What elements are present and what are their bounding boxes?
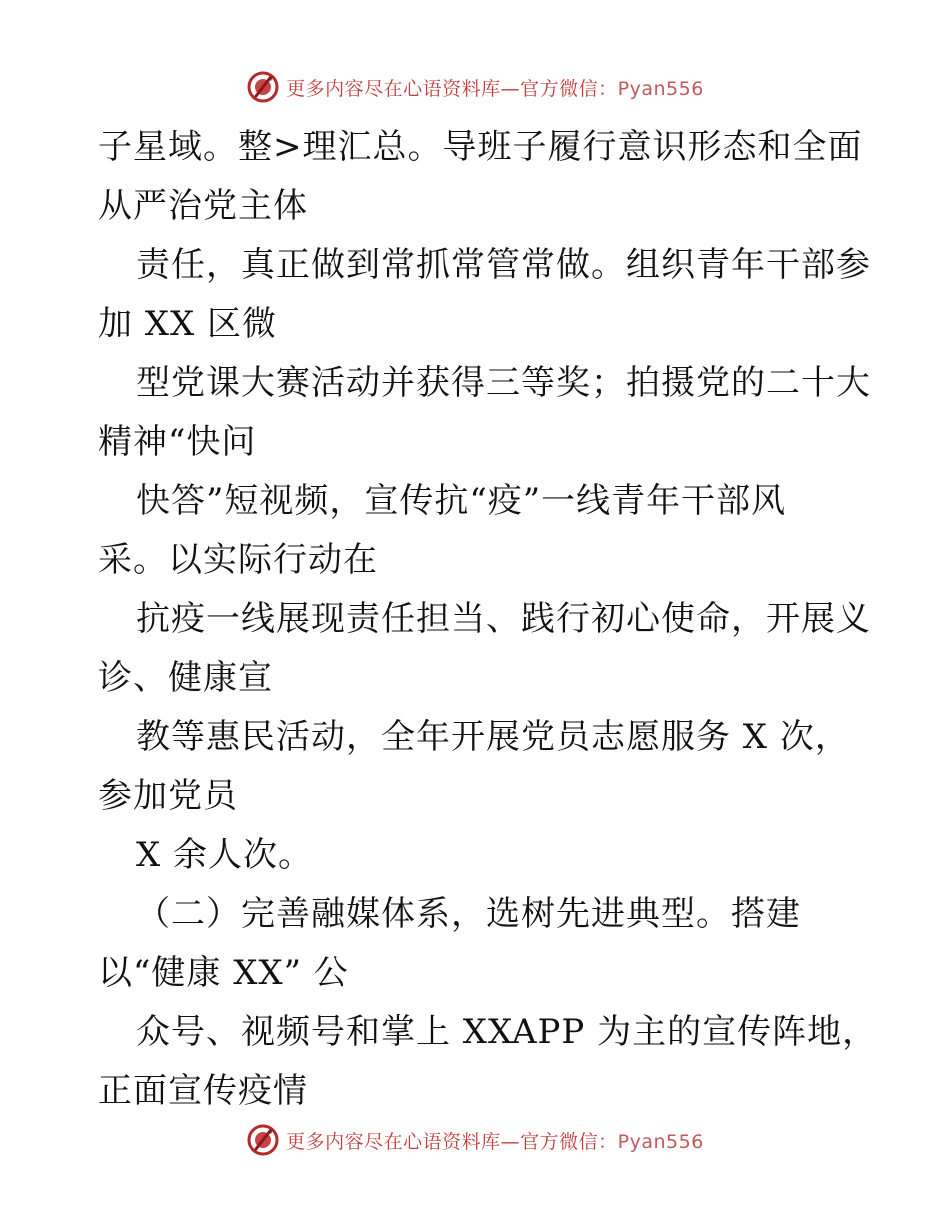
text-line: （二）完善融媒体系，选树先进典型。搭建 — [136, 894, 801, 934]
text-line: 抗疫一线展现责任担当、践行初心使命，开展义 — [136, 599, 871, 639]
text-line: 以“健康 XX” 公 — [98, 953, 349, 993]
watermark-footer — [0, 1123, 950, 1157]
watermark-handle: Pyan556 — [617, 77, 704, 100]
watermark-header — [0, 70, 950, 104]
text-line: 诊、健康宣 — [98, 658, 273, 698]
text-line: 正面宣传疫情 — [98, 1071, 308, 1111]
text-line: 责任，真正做到常抓常管常做。组织青年干部参 — [136, 245, 871, 285]
logo-icon — [246, 1123, 280, 1157]
watermark-label: 更多内容尽在心语资料库—官方微信： — [286, 1130, 618, 1153]
watermark-label: 更多内容尽在心语资料库—官方微信： — [286, 77, 618, 100]
text-line: 快答”短视频，宣传抗“疫”一线青年干部风 — [136, 481, 787, 521]
text-line: 子星域。整>理汇总。导班子履行意识形态和全面 — [98, 127, 863, 167]
text-line: X 余人次。 — [136, 835, 314, 875]
text-line: 型党课大赛活动并获得三等奖；拍摄党的二十大 — [136, 363, 871, 403]
watermark-handle: Pyan556 — [617, 1130, 704, 1153]
text-line: 众号、视频号和掌上 XXAPP 为主的宣传阵地， — [136, 1012, 878, 1052]
text-line: 参加党员 — [98, 776, 238, 816]
text-line: 采。以实际行动在 — [98, 540, 378, 580]
text-line: 教等惠民活动，全年开展党员志愿服务 X 次， — [136, 717, 850, 757]
watermark-text — [286, 74, 704, 101]
text-line: 加 XX 区微 — [98, 304, 278, 344]
logo-icon — [246, 70, 280, 104]
text-line: 精神“快问 — [98, 422, 257, 462]
document-body — [98, 122, 878, 1125]
watermark-text — [286, 1127, 704, 1154]
text-line: 从严治党主体 — [98, 186, 308, 226]
